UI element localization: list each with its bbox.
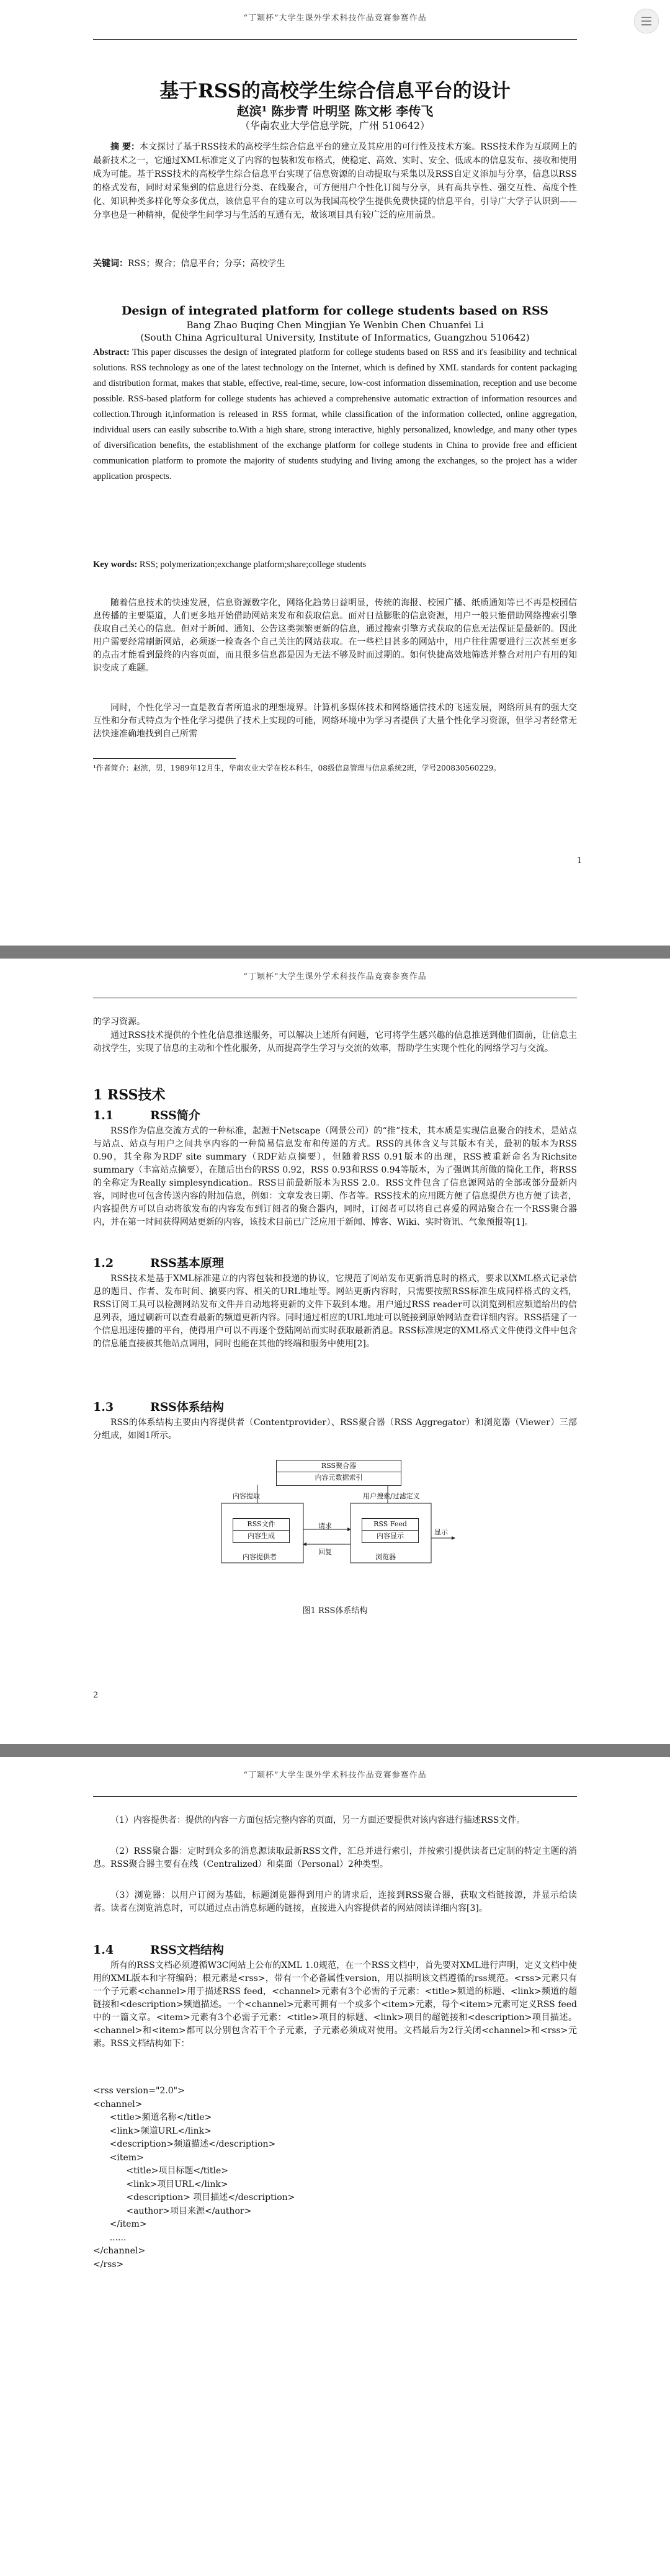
section-1-3-text: RSS的体系结构主要由内容提供者（Contentprovider）、RSS聚合器（RSS Aggregator）和浏览器（Viewer）三部分组成，如图1所示。 bbox=[93, 1418, 577, 1441]
viewer-inner-box bbox=[362, 1518, 419, 1543]
paper-authors: 赵滨¹ 陈步青 叶明坚 陈文彬 李传飞 bbox=[236, 104, 434, 119]
intro-paragraph-1: 随着信息技术的快速发展，信息资源数字化，网络化趋势日益明显，传统的海报、校园广播、纸质通知等已不再是校园信息传播的主要渠道，人们更多地开始借助网站来发布和获取信息。面对日益膨胀的信息资源，用户一般只能借助网络搜索引擎获取自己关心的信息。但对于新闻、通知、公告这类频繁更新的信息，通过搜索引擎方式获取的信息无法保证是最新的。因此用户需要经常刷新网站，必须逐一检查各个自己关注的网站获取。在一些栏目甚多的网站中，用户往往需要进行三次甚至更多的点击才能看到最终的内容页面，而且很多信息都是因为无法不够及时而过期的。如何快捷高效地筛选并整合对用户有用的知识变成了难题。 bbox=[93, 598, 577, 673]
code-line: </channel> bbox=[93, 2246, 146, 2256]
code-line: ...... bbox=[93, 2232, 127, 2243]
section-heading-1: 1 RSS技术 bbox=[93, 1087, 166, 1103]
section-number: 1.4 bbox=[93, 1943, 114, 1957]
menu-icon-line bbox=[641, 24, 651, 25]
abstract-en bbox=[93, 345, 577, 485]
footnote: ¹作者简介：赵滨，男，1989年12月生，华南农业大学在校本科生，08级信息管理与信息系统2班，学号200830560229。 bbox=[93, 764, 501, 772]
section-number: 1.1 bbox=[93, 1109, 114, 1122]
viewer-render-label: 内容显示 bbox=[362, 1530, 418, 1542]
page-header: “丁颖杯”大学生课外学术科技作品竞赛参赛作品 bbox=[243, 1771, 427, 1780]
page-1 bbox=[0, 0, 670, 946]
display-label: 显示 bbox=[434, 1528, 448, 1536]
section-title: RSS体系结构 bbox=[150, 1400, 224, 1414]
section-number: 1.2 bbox=[93, 1256, 114, 1270]
list-item-3: （3）浏览器：以用户订阅为基础，标题浏览器得到用户的请求后，连接到RSS聚合器，获取文档链接源，并显示给读者。读者在浏览消息时，可以通过点击消息标题的链接，直接进入内容提供者的网站阅读详细内容[3]。 bbox=[93, 1890, 577, 1913]
code-line: </rss> bbox=[93, 2259, 124, 2270]
section-heading-1-4 bbox=[93, 1941, 577, 1957]
section-1-1-text: RSS作为信息交流方式的一种标准，起源于Netscape（网景公司）的“推”技术，其本质是实现信息聚合的技术，是站点与站点、站点与用户之间共享内容的一种简易信息发布和传递的方式。RSS的具体含义与其版本有关，最初的版本为RSS 0.90，其全称为RDF site summary（RDF站点摘要），但随着RSS 0.91版本的出现，RSS被重新命名为Richsite summary（丰富站点摘要），在随后出台的RSS 0.92，RSS 0.93和RSS 0.94等版本，为了强调其所做的简化工作，将RSS的全称定为Really simplesyndication。RSS目前最新版本为RSS 2.0。RSS文件包含了信息源网站的全部或部分最新内容，同时也可包含传送内容的附加信息，例如：文章发表日期、作者等。RSS技术的应用既方便了信息提供方也方便了读者，内容提供方可以自动将欲发布的内容发布到订阅者的聚合器内，同时，订阅者可以将自己喜爱的网站聚合在一个RSS聚合器内，并在第一时间获得网站更新的内容，该技术目前已广泛应用于新闻、博客、Wiki、实时资讯、气象预报等[1]。 bbox=[93, 1126, 577, 1227]
figure-rss-architecture bbox=[220, 1460, 456, 1584]
abstract-text: 本文探讨了基于RSS技术的高校学生综合信息平台的建立及其应用的可行性及技术方案。RSS技术作为互联网上的最新技术之一，它通过XML标准定义了内容的包装和发布格式，使稳定、高效、实时、安全、低成本的信息发布、接收和使用成为可能。基于RSS技术的高校学生综合信息平台实现了信息资源的自动提取与采集以及RSS自定义添加与分享，信息以RSS的格式发布，同时对采集到的信息进行分类、在线聚合，可方便用户个性化订阅与分享，具有高共享性、强交互性、高度个性化、知识种类多样化等众多优点，该信息平台的建立可以为我国高校学生提供免费快捷的信息平台，引导广大学子认识到——分享也是一种精神，促使学生间学习与生活的互通有无，故该项目具有较广泛的应用前景。 bbox=[93, 142, 577, 220]
english-title-block bbox=[93, 303, 577, 344]
header-rule bbox=[93, 39, 577, 40]
english-authors: Bang Zhao Buqing Chen Mingjian Ye Wenbin Chen Chuanfei Li bbox=[186, 320, 484, 331]
reply-label: 回复 bbox=[318, 1548, 332, 1556]
code-line: </item> bbox=[93, 2219, 147, 2229]
paragraph: 通过RSS技术提供的个性化信息推送服务，可以解决上述所有问题，它可将学生感兴趣的信息推送到他们面前，让信息主动找学生，实现了信息的主动和个性化服务，从而提高学生学习与交流的效率，帮助学生实现个性化的网络学习与交流。 bbox=[93, 1031, 577, 1053]
provider-rss-label: RSS文件 bbox=[247, 1520, 275, 1528]
section-heading-1-2 bbox=[93, 1254, 577, 1271]
code-line: <title>项目标题</title> bbox=[93, 2166, 229, 2176]
menu-icon-line bbox=[641, 20, 651, 22]
section-heading-1-3 bbox=[93, 1398, 577, 1415]
code-line: <description> 项目描述</description> bbox=[93, 2193, 295, 2203]
abstract-cn bbox=[93, 140, 577, 222]
page-2 bbox=[0, 959, 670, 1744]
code-line: <channel> bbox=[93, 2099, 143, 2109]
section-title: RSS简介 bbox=[150, 1109, 200, 1122]
english-abstract-text: This paper discusses the design of integrated platform for college students based on RSS and it's feasibility and technical solutions. RSS technology as one of the latest technology on the Internet, which is defined by XML standards for content packaging and distribution format, makes that stable, effective, real-time, secure, low-cost information dissemination, reception and use become possible. RSS-based platform for college students has achieved a comprehensive automatic extraction of information resources and collection.Through it,information is released in RSS format, while classification of the information collected, online aggregation, individual users can easily subscribe to.With a high share, strong interactive, highly personalized, knowledge, and many other types of diversification benefits, the establishment of the exchange platform for college students in China to provide free and efficient communication platform to promote the majority of students studying and living among the exchanges, so the project has a wider application prospects. bbox=[93, 347, 577, 481]
viewer-label: 浏览器 bbox=[375, 1553, 396, 1561]
list-item-2: （2）RSS聚合器：定时到众多的消息源读取最新RSS文件，汇总并进行索引，并按索引提供读者已定制的特定主题的消息。RSS聚合器主要有在线（Centralized）和桌面（Personal）2种类型。 bbox=[93, 1846, 577, 1869]
aggregator-label: RSS聚合器 bbox=[321, 1462, 357, 1470]
english-abstract-label: Abstract: bbox=[93, 347, 130, 357]
english-keywords-text: RSS; polymerization;exchange platform;share;college students bbox=[139, 560, 367, 570]
code-line: <description>频道描述</description> bbox=[93, 2139, 276, 2149]
section-title: RSS基本原理 bbox=[150, 1256, 224, 1270]
keywords-en bbox=[93, 557, 577, 573]
section-heading-1-1 bbox=[93, 1106, 577, 1123]
paragraph-continued: 的学习资源。 bbox=[93, 1017, 145, 1027]
section-title: RSS文档结构 bbox=[150, 1943, 224, 1957]
english-keywords-label: Key words: bbox=[93, 560, 138, 570]
section-1-4-text: 所有的RSS文档必须遵循W3C网站上公布的XML 1.0规范，在一个RSS文档中，首先要对XML进行声明，定义文档中使用的XML版本和字符编码；根元素是<rss>，带有一个必备属性version，用以指明该文档遵循的rss规范。<rss>元素只有一个子元素<channel>用于描述RSS feed，<channel>元素有3个必需的子元素：<title>频道的标题、<link>频道的超链接和<description>频道描述。一个<channel>元素可拥有一个或多个<item>元素，每个<item>元素可定义RSS feed中的一篇文章。<item>元素有3个必需子元素：<title>项目的标题、<link>项目的超链接和<description>项目描述。<channel>和<item>都可以分别包含若干个子元素，子元素必须成对使用。文档最后为2行关闭<channel>和<rss>元素。RSS文档结构如下： bbox=[93, 1961, 577, 2049]
english-affiliation: (South China Agricultural University, Institute of Informatics, Guangzhou 510642) bbox=[140, 332, 530, 343]
rss-code-block bbox=[93, 2085, 577, 2271]
paper-affiliation: （华南农业大学信息学院，广州 510642） bbox=[239, 120, 431, 132]
code-line: <title>频道名称</title> bbox=[93, 2113, 212, 2122]
page-header: “丁颖杯”大学生课外学术科技作品竞赛参赛作品 bbox=[243, 972, 427, 982]
user-search-label: 用户搜索/过滤定义 bbox=[363, 1492, 420, 1500]
page-number: 1 bbox=[577, 856, 583, 865]
header-rule bbox=[93, 1796, 577, 1797]
paper-title: 基于RSS的高校学生综合信息平台的设计 bbox=[159, 80, 511, 102]
provider-inner-box bbox=[233, 1518, 290, 1543]
code-line: <item> bbox=[93, 2152, 144, 2163]
menu-icon bbox=[641, 17, 651, 18]
provider-label: 内容提供者 bbox=[243, 1553, 277, 1561]
abstract-label: 摘 要： bbox=[110, 142, 140, 152]
intro-paragraph-2: 同时，个性化学习一直是教育者所追求的理想境界。计算机多媒体技术和网络通信技术的飞速发展，网络所具有的强大交互性和分布式特点为个性化学习提供了技术上实现的可能，网络环境中为学习者提供了大量个性化学习资源，但学习者经常无法快速准确地找到自己所需 bbox=[93, 703, 577, 739]
viewer-feed-label: RSS Feed bbox=[373, 1520, 407, 1528]
keywords-label: 关键词： bbox=[93, 259, 128, 269]
english-title: Design of integrated platform for college students based on RSS bbox=[121, 304, 549, 318]
provider-gen-label: 内容生成 bbox=[233, 1530, 289, 1542]
menu-button[interactable] bbox=[634, 9, 659, 34]
keywords-cn bbox=[93, 257, 577, 271]
page-header: “丁颖杯”大学生课外学术科技作品竞赛参赛作品 bbox=[243, 14, 427, 23]
aggregator-box bbox=[276, 1460, 401, 1486]
section-1-2-text: RSS技术是基于XML标准建立的内容包装和投递的协议，它规范了网站发布更新消息时的格式，要求以XML格式记录信息的题目、作者、发布时间、摘要内容、相关的URL地址等。网站更新内容时，只需要按照RSS标准生成同样格式的文档，RSS订阅工具可以检测网站发布文件并自动地将更新的文件下载到本地。用户通过RSS reader可以浏览到相应频道给出的信息列表，通过刷新可以查看最新的频道更新内容。同时通过相应的URL地址可以链接到原始网站查看详细内容。RSS搭建了一个信息迅速传播的平台，使得用户可以不再逐个登陆网站而实时获取最新消息。RSS标准规定的XML格式文件使得文件中包含的信息能直接被其他站点调用，同时也能在其他的终端和服务中使用[2]。 bbox=[93, 1274, 577, 1349]
section-number: 1.3 bbox=[93, 1400, 114, 1414]
index-label: 内容元数据索引 bbox=[277, 1472, 401, 1483]
page-number: 2 bbox=[93, 1691, 99, 1700]
figure-caption: 图1 RSS体系结构 bbox=[302, 1606, 368, 1616]
paper-title-block bbox=[93, 79, 577, 133]
code-line: <link>频道URL</link> bbox=[93, 2126, 212, 2136]
keywords-text: RSS；聚合；信息平台；分享；高校学生 bbox=[128, 259, 285, 269]
code-line: <rss version="2.0"> bbox=[93, 2086, 185, 2096]
footnote-rule bbox=[93, 758, 236, 759]
code-line: <author>项目来源</author> bbox=[93, 2206, 252, 2216]
page-3 bbox=[0, 1757, 670, 2576]
request-label: 请求 bbox=[318, 1522, 332, 1530]
code-line: <link>项目URL</link> bbox=[93, 2179, 228, 2189]
fetch-label: 内容提取 bbox=[233, 1492, 260, 1500]
list-item-1: （1）内容提供者：提供的内容一方面包括完整内容的页面，另一方面还要提供对该内容进行描述RSS文件。 bbox=[110, 1815, 525, 1825]
